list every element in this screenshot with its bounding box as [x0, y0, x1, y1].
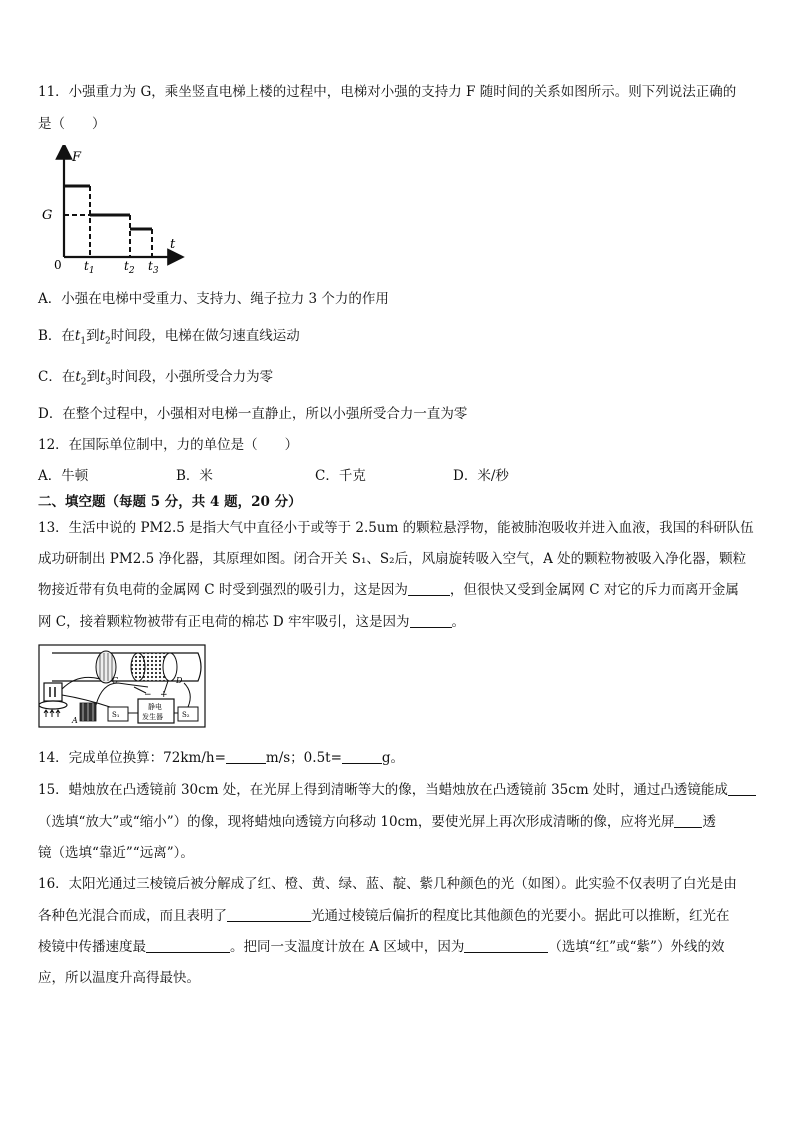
- svg-text:−: −: [144, 690, 152, 700]
- q15-blank-1: [728, 781, 756, 796]
- svg-text:C: C: [112, 676, 119, 685]
- q13-blank-2: [410, 613, 452, 628]
- q11-option-b: B．在$t_1$到$t_2$时间段，电梯在做匀速直线运动: [38, 328, 300, 347]
- g-label: G: [42, 208, 53, 223]
- q15-line2: （选填“放大”或“缩小”）的像，现将蜡烛向透镜方向移动 10cm，要使光屏上再次形成清晰的像，应将光屏 透: [38, 814, 716, 830]
- q12-stem: 12．在国际单位制中，力的单位是（ ）: [38, 437, 299, 453]
- q15-blank-2: [674, 813, 702, 828]
- q16-line4: 应，所以温度升高得最快。: [38, 970, 200, 986]
- q11-option-a: A．小强在电梯中受重力、支持力、绳子拉力 3 个力的作用: [38, 291, 389, 307]
- q16-blank-3: [464, 938, 548, 953]
- q11-stem-line1: 11．小强重力为 G，乘坐竖直电梯上楼的过程中，电梯对小强的支持力 F 随时间的关系如图所示。则下列说法正确的: [38, 84, 737, 100]
- q12-option-a: A．牛顿: [38, 468, 89, 484]
- q16-blank-1: [227, 907, 311, 922]
- svg-text:+: +: [160, 690, 168, 700]
- q16-line2: 各种色光混合而成，而且表明了 光通过棱镜后偏折的程度比其他颜色的光要小。据此可以推断，红光在: [38, 908, 730, 924]
- section-header-fill-in: 二、填空题（每题 5 分，共 4 题，20 分）: [38, 494, 302, 510]
- q13-blank-1: [408, 581, 450, 596]
- q15-line1: 15．蜡烛放在凸透镜前 30cm 处，在光屏上得到清晰等大的像，当蜡烛放在凸透镜前 35cm 处时，通过凸透镜能成: [38, 780, 756, 800]
- svg-text:发生器: 发生器: [142, 713, 163, 721]
- q14-blank-1: [226, 749, 266, 764]
- q13-line1: 13．生活中说的 PM2.5 是指大气中直径小于或等于 2.5um 的颗粒悬浮物，能被肺泡吸收并进入血液，我国的科研队伍: [38, 520, 754, 536]
- q15-line3: 镜（选填“靠近”“远离”）。: [38, 845, 194, 861]
- t2-label: $t_2$: [124, 259, 135, 275]
- q13-line3: 物接近带有负电荷的金属网 C 时受到强烈的吸引力，这是因为 ，但很快又受到金属网 C 对它的斥力而离开金属: [38, 582, 739, 598]
- svg-text:A: A: [72, 716, 78, 725]
- q11-stem-line2: 是（ ）: [38, 116, 106, 132]
- x-axis-label: t: [170, 237, 176, 252]
- y-axis-label: F: [72, 150, 82, 165]
- q13-purifier-diagram: [38, 643, 208, 731]
- q12-option-b: B．米: [176, 468, 213, 484]
- q16-line3: 棱镜中传播速度最 。把同一支温度计放在 A 区域中，因为 （选填“红”或“紫”）外线的效: [38, 939, 725, 955]
- origin-label: 0: [54, 258, 62, 272]
- q16-line1: 16．太阳光通过三棱镜后被分解成了红、橙、黄、绿、蓝、靛、紫几种颜色的光（如图）。此实验不仅表明了白光是由: [38, 876, 737, 892]
- q13-line2: 成功研制出 PM2.5 净化器，其原理如图。闭合开关 S₁、S₂后，风扇旋转吸入空气，A 处的颗粒物被吸入净化器，颗粒: [38, 551, 747, 567]
- q12-option-c: C．千克: [315, 468, 366, 484]
- svg-text:S₂: S₂: [182, 711, 190, 719]
- t1-label: $t_1$: [84, 259, 95, 275]
- q11-option-d: D．在整个过程中，小强相对电梯一直静止，所以小强所受合力一直为零: [38, 406, 468, 422]
- fan-motor: [44, 683, 62, 701]
- svg-text:S₁: S₁: [112, 711, 120, 719]
- q16-blank-2: [146, 938, 230, 953]
- q13-line4: 网 C，接着颗粒物被带有正电荷的棉芯 D 牢牢吸引，这是因为 。: [38, 614, 466, 630]
- q11-force-time-graph: [38, 145, 188, 275]
- q14-blank-2: [342, 749, 382, 764]
- q11-option-c: C．在$t_2$到$t_3$时间段，小强所受合力为零: [38, 369, 274, 388]
- q12-option-d: D．米/秒: [453, 468, 509, 484]
- t3-label: $t_3$: [148, 259, 159, 275]
- svg-text:D: D: [176, 676, 183, 685]
- svg-text:静电: 静电: [148, 703, 162, 711]
- q14-line: 14．完成单位换算：72km/h= m/s；0.5t= g。: [38, 750, 405, 766]
